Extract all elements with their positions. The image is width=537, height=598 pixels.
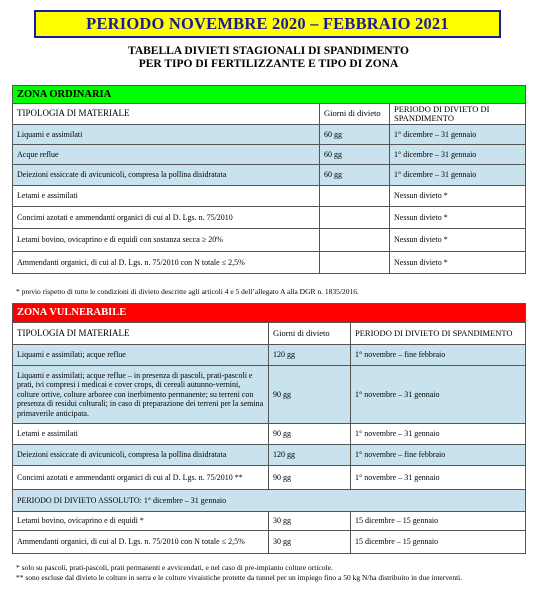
cell-tipologia: Letami bovino, ovicaprino e di equidi con sostanza secca ≥ 20% [13, 229, 320, 252]
table-row [13, 125, 526, 145]
column-header-tipologia: TIPOLOGIA DI MATERIALE [13, 104, 320, 125]
cell-giorni [320, 186, 390, 207]
table-row [13, 229, 526, 252]
table-row [13, 207, 526, 229]
column-header-giorni: Giorni di divieto [320, 104, 390, 125]
page-title: PERIODO NOVEMBRE 2020 – FEBBRAIO 2021 [34, 10, 501, 38]
table-row [13, 252, 526, 274]
subtitle-line-2: PER TIPO DI FERTILIZZANTE E TIPO DI ZONA [138, 58, 399, 70]
cell-giorni [320, 229, 390, 252]
cell-giorni [320, 207, 390, 229]
cell-tipologia: Concimi azotati e ammendanti organici di cui al D. Lgs. n. 75/2010 ** [13, 466, 269, 490]
table-row [13, 366, 526, 424]
cell-tipologia: Liquami e assimilati [13, 125, 320, 145]
table-row [13, 531, 526, 554]
cell-periodo: 1° novembre – 31 gennaio [351, 466, 526, 490]
cell-periodo: Nessun divieto * [390, 207, 526, 229]
footnote-1: * solo su pascoli, prati-pascoli, prati permanenti e avvicendati, e nel caso di pre-impianto colture orticole. [16, 563, 333, 572]
table-row [13, 165, 526, 186]
footnotes-zona-vulnerabile [16, 563, 521, 582]
cell-giorni: 30 gg [269, 531, 351, 554]
cell-giorni: 120 gg [269, 445, 351, 466]
cell-periodo: 1° dicembre – 31 gennaio [390, 125, 526, 145]
cell-periodo: 15 dicembre – 15 gennaio [351, 531, 526, 554]
zona-vulnerabile-heading: ZONA VULNERABILE [13, 304, 526, 323]
table-zona-vulnerabile [12, 303, 526, 554]
cell-periodo: 1° novembre – fine febbraio [351, 445, 526, 466]
cell-periodo: 1° novembre – 31 gennaio [351, 424, 526, 445]
cell-giorni: 60 gg [320, 145, 390, 165]
cell-tipologia: Liquami e assimilati; acque reflue [13, 345, 269, 366]
assoluto-row: PERIODO DI DIVIETO ASSOLUTO: 1° dicembre – 31 gennaio [13, 490, 526, 512]
column-header-periodo: PERIODO DI DIVIETO DI SPANDIMENTO [351, 323, 526, 345]
cell-giorni: 90 gg [269, 424, 351, 445]
cell-tipologia: Letami e assimilati [13, 186, 320, 207]
cell-tipologia: Liquami e assimilati; acque reflue – in presenza di pascoli, prati-pascoli e prati, ivi compresi i medicai e cover crops, di cereali autunno-vernini, colture ortive, colture arboree con inerbimento permanente; su terreni con presenza di residui colturali; in caso di preparazione dei terreni per la semina primaverile anticipata. [13, 366, 269, 424]
cell-tipologia: Letami bovino, ovicaprino e di equidi * [13, 512, 269, 531]
table-row [13, 345, 526, 366]
table-row [13, 490, 526, 512]
subtitle-line-1: TABELLA DIVIETI STAGIONALI DI SPANDIMENTO [128, 45, 409, 57]
cell-giorni: 120 gg [269, 345, 351, 366]
footnote-zona-ordinaria: * previo rispetto di tutte le condizioni di divieto descritte agli articoli 4 e 5 dell’allegato A alla DGR n. 1835/2016. [16, 287, 359, 296]
footnote-2: ** sono escluse dal divieto le colture in serra e le colture vivaistiche protette da tunnel per un impiego fino a 50 kg N/ha distribuito in due interventi. [16, 572, 463, 582]
cell-giorni: 60 gg [320, 165, 390, 186]
table-row [13, 466, 526, 490]
cell-tipologia: Concimi azotati e ammendanti organici di cui al D. Lgs. n. 75/2010 [13, 207, 320, 229]
cell-periodo: 1° novembre – 31 gennaio [351, 366, 526, 424]
table-zona-ordinaria [12, 85, 526, 274]
cell-tipologia: Acque reflue [13, 145, 320, 165]
cell-periodo: 1° dicembre – 31 gennaio [390, 145, 526, 165]
cell-periodo: 15 dicembre – 15 gennaio [351, 512, 526, 531]
column-header-periodo: PERIODO DI DIVIETO DI SPANDIMENTO [390, 104, 526, 125]
cell-giorni: 60 gg [320, 125, 390, 145]
table-row [13, 186, 526, 207]
cell-giorni: 90 gg [269, 466, 351, 490]
cell-giorni: 30 gg [269, 512, 351, 531]
cell-periodo: Nessun divieto * [390, 186, 526, 207]
cell-tipologia: Ammendanti organici, di cui al D. Lgs. n. 75/2010 con N totale ≤ 2,5% [13, 531, 269, 554]
cell-tipologia: Letami e assimilati [13, 424, 269, 445]
cell-periodo: Nessun divieto * [390, 229, 526, 252]
table-row [13, 424, 526, 445]
cell-giorni: 90 gg [269, 366, 351, 424]
table-row [13, 512, 526, 531]
cell-giorni [320, 252, 390, 274]
column-header-giorni: Giorni di divieto [269, 323, 351, 345]
column-header-tipologia: TIPOLOGIA DI MATERIALE [13, 323, 269, 345]
zona-ordinaria-heading: ZONA ORDINARIA [13, 86, 526, 104]
cell-tipologia: Deiezioni essiccate di avicunicoli, compresa la pollina disidratata [13, 165, 320, 186]
cell-tipologia: Ammendanti organici, di cui al D. Lgs. n. 75/2010 con N totale ≤ 2,5% [13, 252, 320, 274]
cell-periodo: 1° novembre – fine febbraio [351, 345, 526, 366]
table-row [13, 445, 526, 466]
table-row [13, 145, 526, 165]
cell-tipologia: Deiezioni essiccate di avicunicoli, compresa la pollina disidratata [13, 445, 269, 466]
cell-periodo: 1° dicembre – 31 gennaio [390, 165, 526, 186]
cell-periodo: Nessun divieto * [390, 252, 526, 274]
